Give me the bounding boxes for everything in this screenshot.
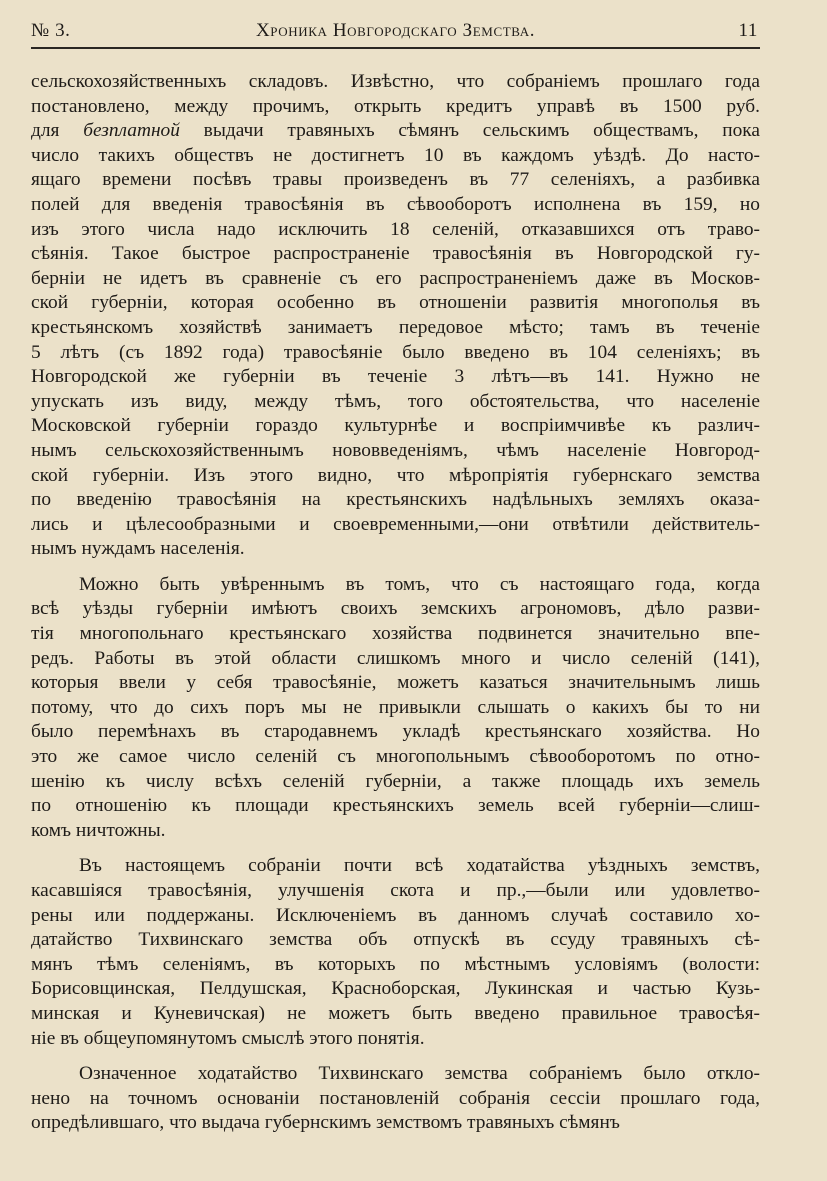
text-line: ніе въ общеупомянутомъ смыслѣ этого понятія. — [31, 1027, 425, 1049]
text-line: всѣ уѣзды губерніи имѣютъ своихъ земскихъ агрономовъ, дѣло разви- — [31, 598, 760, 620]
text-line: по введенію травосѣянія на крестьянскихъ надѣльныхъ земляхъ оказа- — [31, 489, 760, 511]
text-line: тія многопольнаго крестьянскаго хозяйства подвинется значительно впе- — [31, 623, 760, 645]
text-line: ящаго времени посѣвъ травы произведенъ въ 77 селеніяхъ, а разбивка — [31, 169, 760, 191]
text-line: мянъ тѣмъ селеніямъ, въ которыхъ по мѣстнымъ условіямъ (волости: — [31, 953, 760, 975]
text-line: минская и Куневичская) не можетъ быть введено правильное травосѣя- — [31, 1002, 760, 1024]
text-line: Новгородской же губерніи въ теченіе 3 лѣтъ—въ 141. Нужно не — [31, 366, 760, 388]
text-line: крестьянскомъ хозяйствѣ занимаетъ передовое мѣсто; тамъ въ теченіе — [31, 316, 760, 338]
text-line: шенію къ числу всѣхъ селеній губерніи, а также площадь ихъ земель — [31, 770, 760, 792]
header-rule — [31, 47, 760, 49]
text-line: нымъ нуждамъ населенія. — [31, 538, 245, 560]
paragraph — [31, 573, 760, 844]
text-line: комъ ничтожны. — [31, 819, 166, 841]
text-line: рены или поддержаны. Исключеніемъ въ данномъ случаѣ составило хо- — [31, 904, 760, 926]
paragraph — [31, 1062, 760, 1136]
text-line: потому, что до сихъ поръ мы не привыкли слышать о какихъ бы то ни — [31, 696, 760, 718]
page-number: 11 — [738, 20, 758, 41]
text-line: постановлено, между прочимъ, открыть кредитъ управѣ въ 1500 руб. — [31, 95, 760, 117]
text-line: касавшіяся травосѣянія, улучшенія скота и пр.,—были или удовлетво- — [31, 880, 760, 901]
text-line: это же самое число селеній съ многопольнымъ сѣвооборотомъ по отно- — [31, 746, 760, 768]
text-line: берніи не идетъ въ сравненіе съ его распространеніемъ даже въ Москов- — [31, 267, 760, 289]
issue-number: № 3. — [31, 20, 71, 41]
text-line: полей для введенія травосѣянія въ сѣвооборотъ исполнена въ 159, но — [31, 193, 760, 215]
text-line: лись и цѣлесообразными и своевременными,—они отвѣтили действитель- — [31, 513, 760, 535]
text-line: Означенное ходатайство Тихвинскаго земства собраніемъ было откло- — [79, 1063, 760, 1085]
text-line: редъ. Работы въ этой области слишкомъ много и число селеній (141), — [31, 647, 760, 669]
text-line: Борисовщинская, Пелдушская, Красноборская, Лукинская и частью Кузь- — [31, 978, 760, 1000]
text-line: по отношенію къ площади крестьянскихъ земель всей губерніи—слиш- — [31, 795, 760, 817]
text-segment: для — [31, 120, 84, 142]
text-line: опредѣлившаго, что выдача губернскимъ земствомъ травяныхъ сѣмянъ — [31, 1112, 620, 1134]
text-line: нымъ сельскохозяйственнымъ нововведеніямъ, чѣмъ населеніе Новгород- — [31, 439, 760, 461]
text-segment: выдачи травяныхъ сѣмянъ сельскимъ обществамъ, пока — [179, 120, 760, 142]
text-line: Можно быть увѣреннымъ въ томъ, что съ настоящаго года, когда — [79, 573, 760, 595]
text-line: сѣянія. Такое быстрое распространеніе травосѣянія въ Новгородской гу- — [31, 243, 760, 265]
body-text — [31, 70, 760, 1136]
text-line: нено на точномъ основаніи постановленій собранія сессіи прошлаго года, — [31, 1087, 760, 1109]
text-line: ской губерніи, которая особенно въ отношеніи развитія многополья въ — [31, 292, 760, 314]
journal-title: Хроника Новгородскаго Земства. — [255, 20, 536, 41]
paragraph — [31, 70, 760, 562]
text-line: Московской губерніи гораздо культурнѣе и воспріимчивѣе къ различ- — [31, 415, 760, 437]
text-line: было перемѣнахъ въ стародавнемъ укладѣ крестьянскаго хозяйства. Но — [31, 721, 760, 743]
text-line — [31, 119, 760, 144]
paragraph — [31, 854, 760, 1051]
text-line: Въ настоящемъ собраніи почти всѣ ходатайства уѣздныхъ земствъ, — [79, 855, 760, 877]
text-line: сельскохозяйственныхъ складовъ. Извѣстно, что собраніемъ прошлаго года — [31, 71, 760, 92]
text-line: датайство Тихвинскаго земства объ отпускѣ въ ссуду травяныхъ сѣ- — [31, 929, 760, 951]
text-line: число такихъ обществъ не достигнетъ 10 въ каждомъ уѣздѣ. До насто- — [31, 144, 760, 166]
text-line: которыя ввели у себя травосѣяніе, можетъ казаться значительнымъ лишь — [31, 672, 760, 694]
text-line: ской губерніи. Изъ этого видно, что мѣропріятія губернскаго земства — [31, 464, 760, 486]
text-line: упускать изъ виду, между тѣмъ, того обстоятельства, что населеніе — [31, 390, 760, 412]
text-line: изъ этого числа надо исключить 18 селеній, отказавшихся отъ траво- — [31, 218, 760, 240]
emphasis-text: безплатной — [83, 120, 180, 142]
running-header — [31, 20, 760, 48]
text-line: 5 лѣтъ (съ 1892 года) травосѣяніе было введено въ 104 селеніяхъ; въ — [31, 341, 760, 363]
